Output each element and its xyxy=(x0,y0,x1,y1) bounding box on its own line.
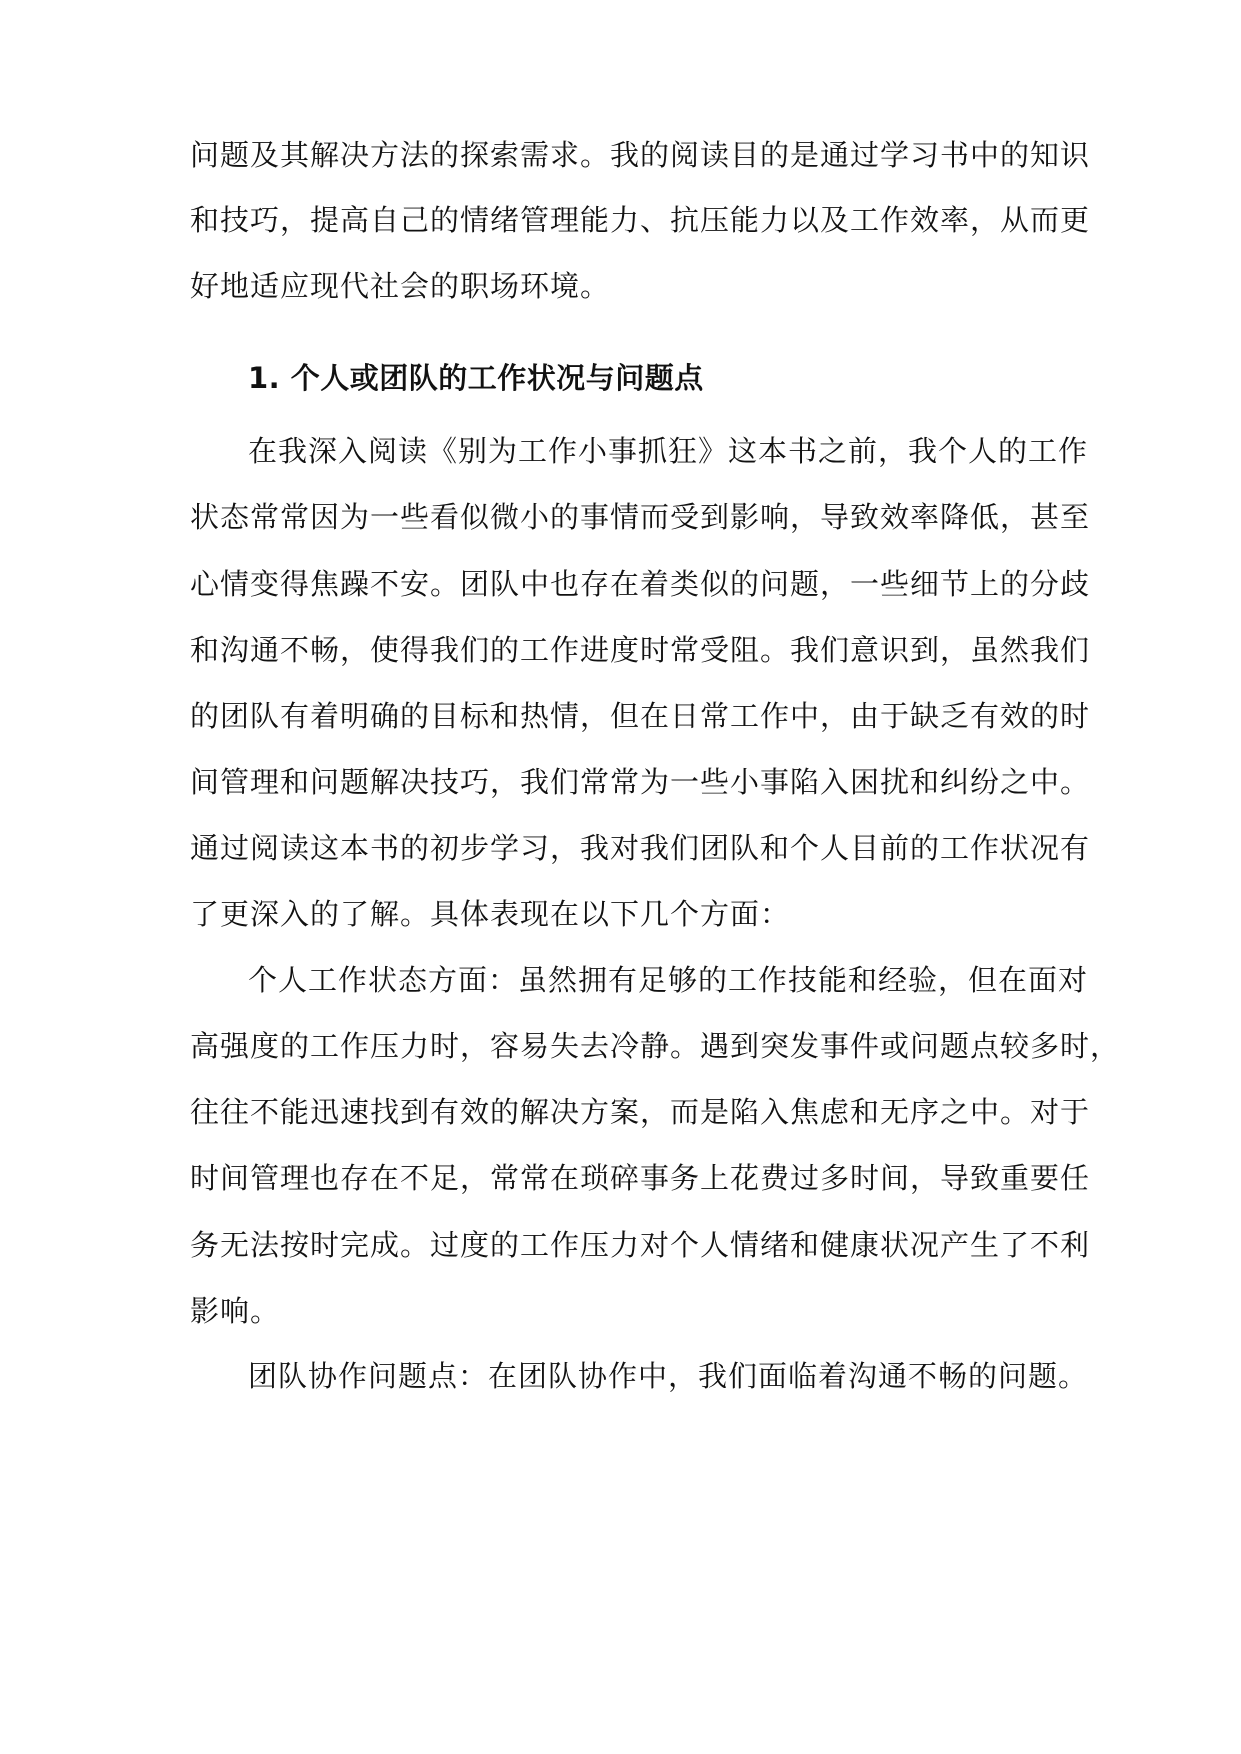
paragraph-line: 团队协作问题点：在团队协作中，我们面临着沟通不畅的问题。 xyxy=(248,1359,1089,1393)
paragraph-line: 通过阅读这本书的初步学习，我对我们团队和个人目前的工作状况有 xyxy=(190,831,1091,865)
paragraph-line: 间管理和问题解决技巧，我们常常为一些小事陷入困扰和纠纷之中。 xyxy=(190,765,1091,799)
paragraph-line: 时间管理也存在不足，常常在琐碎事务上花费过多时间，导致重要任 xyxy=(190,1161,1091,1195)
paragraph-line: 和沟通不畅，使得我们的工作进度时常受阻。我们意识到，虽然我们 xyxy=(190,633,1091,667)
paragraph-line: 在我深入阅读《别为工作小事抓狂》这本书之前，我个人的工作 xyxy=(248,434,1089,468)
intro-line: 和技巧，提高自己的情绪管理能力、抗压能力以及工作效率，从而更 xyxy=(190,203,1091,237)
paragraph-line: 高强度的工作压力时，容易失去冷静。遇到突发事件或问题点较多时， xyxy=(190,1029,1121,1063)
section-heading: 1. 个人或团队的工作状况与问题点 xyxy=(248,361,704,395)
paragraph-line: 务无法按时完成。过度的工作压力对个人情绪和健康状况产生了不利 xyxy=(190,1228,1091,1262)
paragraph-line: 心情变得焦躁不安。团队中也存在着类似的问题，一些细节上的分歧 xyxy=(190,567,1091,601)
paragraph-line: 往往不能迅速找到有效的解决方案，而是陷入焦虑和无序之中。对于 xyxy=(190,1095,1091,1129)
intro-line: 问题及其解决方法的探索需求。我的阅读目的是通过学习书中的知识 xyxy=(190,138,1091,172)
paragraph-line: 的团队有着明确的目标和热情，但在日常工作中，由于缺乏有效的时 xyxy=(190,699,1091,733)
paragraph-line: 状态常常因为一些看似微小的事情而受到影响，导致效率降低，甚至 xyxy=(190,500,1091,534)
paragraph-line: 个人工作状态方面：虽然拥有足够的工作技能和经验，但在面对 xyxy=(248,963,1089,997)
intro-line: 好地适应现代社会的职场环境。 xyxy=(190,269,611,303)
paragraph-line: 了更深入的了解。具体表现在以下几个方面： xyxy=(190,897,791,931)
paragraph-line: 影响。 xyxy=(190,1294,281,1328)
